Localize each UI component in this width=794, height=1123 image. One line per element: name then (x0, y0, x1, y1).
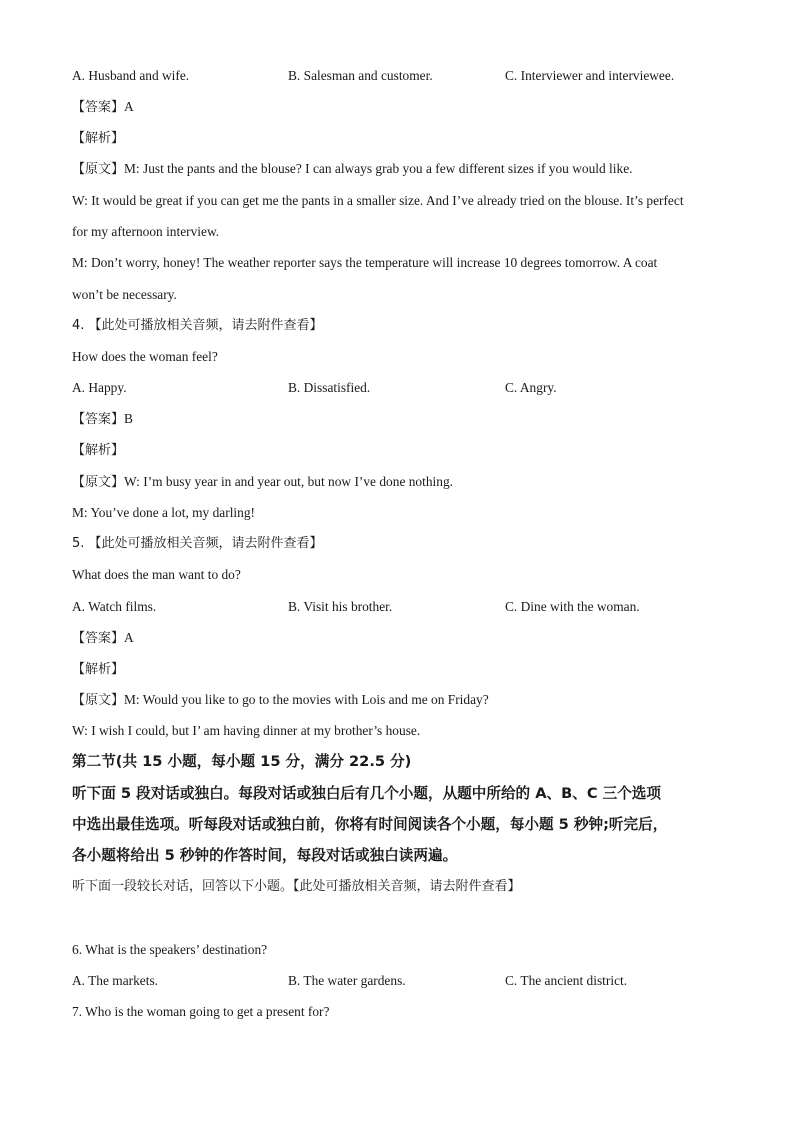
q5-number-line: 5. 【此处可播放相关音频，请去附件查看】 (72, 536, 323, 551)
q3-transcript-line-1 (72, 160, 632, 179)
section2-instructions-line-2: 中选出最佳选项。听每段对话或独白前，你将有时间阅读各个小题，每小题 5 秒钟;听完后， (72, 816, 668, 833)
q5-answer-line (72, 629, 134, 648)
q6-option-a: A. The markets. (72, 973, 159, 988)
q5-transcript-line-2: W: I wish I could, but I’ am having dinner at my brother’s house. (72, 723, 421, 738)
section2-heading: 第二节(共 15 小题，每小题 15 分，满分 22.5 分) (72, 753, 412, 770)
q3-transcript-line-2: W: It would be great if you can get me the pants in a smaller size. And I’ve already tried on the blouse. It’s perfect (72, 193, 684, 208)
q4-transcript-line-2: M: You’ve done a lot, my darling! (72, 505, 255, 520)
q7-question: 7. Who is the woman going to get a present for? (72, 1004, 330, 1019)
q3-option-a: A. Husband and wife. (72, 68, 190, 83)
transcript-tag: 【原文】 (72, 475, 125, 490)
q4-question: How does the woman feel? (72, 349, 218, 364)
q6-question: 6. What is the speakers’ destination? (72, 942, 268, 957)
answer-tag: 【答案】 (72, 631, 125, 646)
q3-transcript-line-4: M: Don’t worry, honey! The weather reporter says the temperature will increase 10 degrees tomorrow. A coat (72, 255, 658, 270)
analysis-tag: 【解析】 (72, 662, 125, 677)
q5-answer: A (124, 630, 134, 645)
section2-instructions-line-3: 各小题将给出 5 秒钟的作答时间，每段对话或独白读两遍。 (72, 847, 458, 864)
q5-question: What does the man want to do? (72, 567, 241, 582)
q4-option-c: C. Angry. (505, 380, 557, 395)
q6-option-b: B. The water gardens. (288, 973, 406, 988)
q4-option-b: B. Dissatisfied. (288, 380, 371, 395)
q3-option-c: C. Interviewer and interviewee. (505, 68, 675, 83)
q4-answer: B (124, 411, 133, 426)
q4-analysis-line (72, 441, 124, 460)
q4-transcript-line-1 (72, 473, 453, 492)
analysis-tag: 【解析】 (72, 443, 125, 458)
q4-number-line: 4. 【此处可播放相关音频，请去附件查看】 (72, 318, 323, 333)
q5-transcript-line-1 (72, 691, 489, 710)
q3-answer: A (124, 99, 134, 114)
transcript-text: M: Just the pants and the blouse? I can always grab you a few different sizes if you would like. (124, 161, 633, 176)
q5-analysis-line (72, 660, 124, 679)
q3-answer-line (72, 98, 134, 117)
analysis-tag: 【解析】 (72, 131, 125, 146)
q3-transcript-line-3: for my afternoon interview. (72, 224, 220, 239)
section2-intro: 听下面一段较长对话，回答以下小题。【此处可播放相关音频，请去附件查看】 (72, 879, 521, 894)
q5-option-a: A. Watch films. (72, 599, 157, 614)
transcript-tag: 【原文】 (72, 693, 125, 708)
q4-answer-line (72, 410, 133, 429)
q5-option-b: B. Visit his brother. (288, 599, 393, 614)
transcript-tag: 【原文】 (72, 162, 125, 177)
q5-option-c: C. Dine with the woman. (505, 599, 640, 614)
q3-analysis-line (72, 129, 124, 148)
transcript-text: W: I’m busy year in and year out, but now I’ve done nothing. (124, 474, 453, 489)
section2-instructions-line-1: 听下面 5 段对话或独白。每段对话或独白后有几个小题，从题中所给的 A、B、C 三个选项 (72, 785, 661, 802)
q3-transcript-line-5: won’t be necessary. (72, 287, 177, 302)
q3-option-b: B. Salesman and customer. (288, 68, 433, 83)
answer-tag: 【答案】 (72, 412, 125, 427)
q6-option-c: C. The ancient district. (505, 973, 628, 988)
q4-option-a: A. Happy. (72, 380, 127, 395)
transcript-text: M: Would you like to go to the movies with Lois and me on Friday? (124, 692, 489, 707)
answer-tag: 【答案】 (72, 100, 125, 115)
